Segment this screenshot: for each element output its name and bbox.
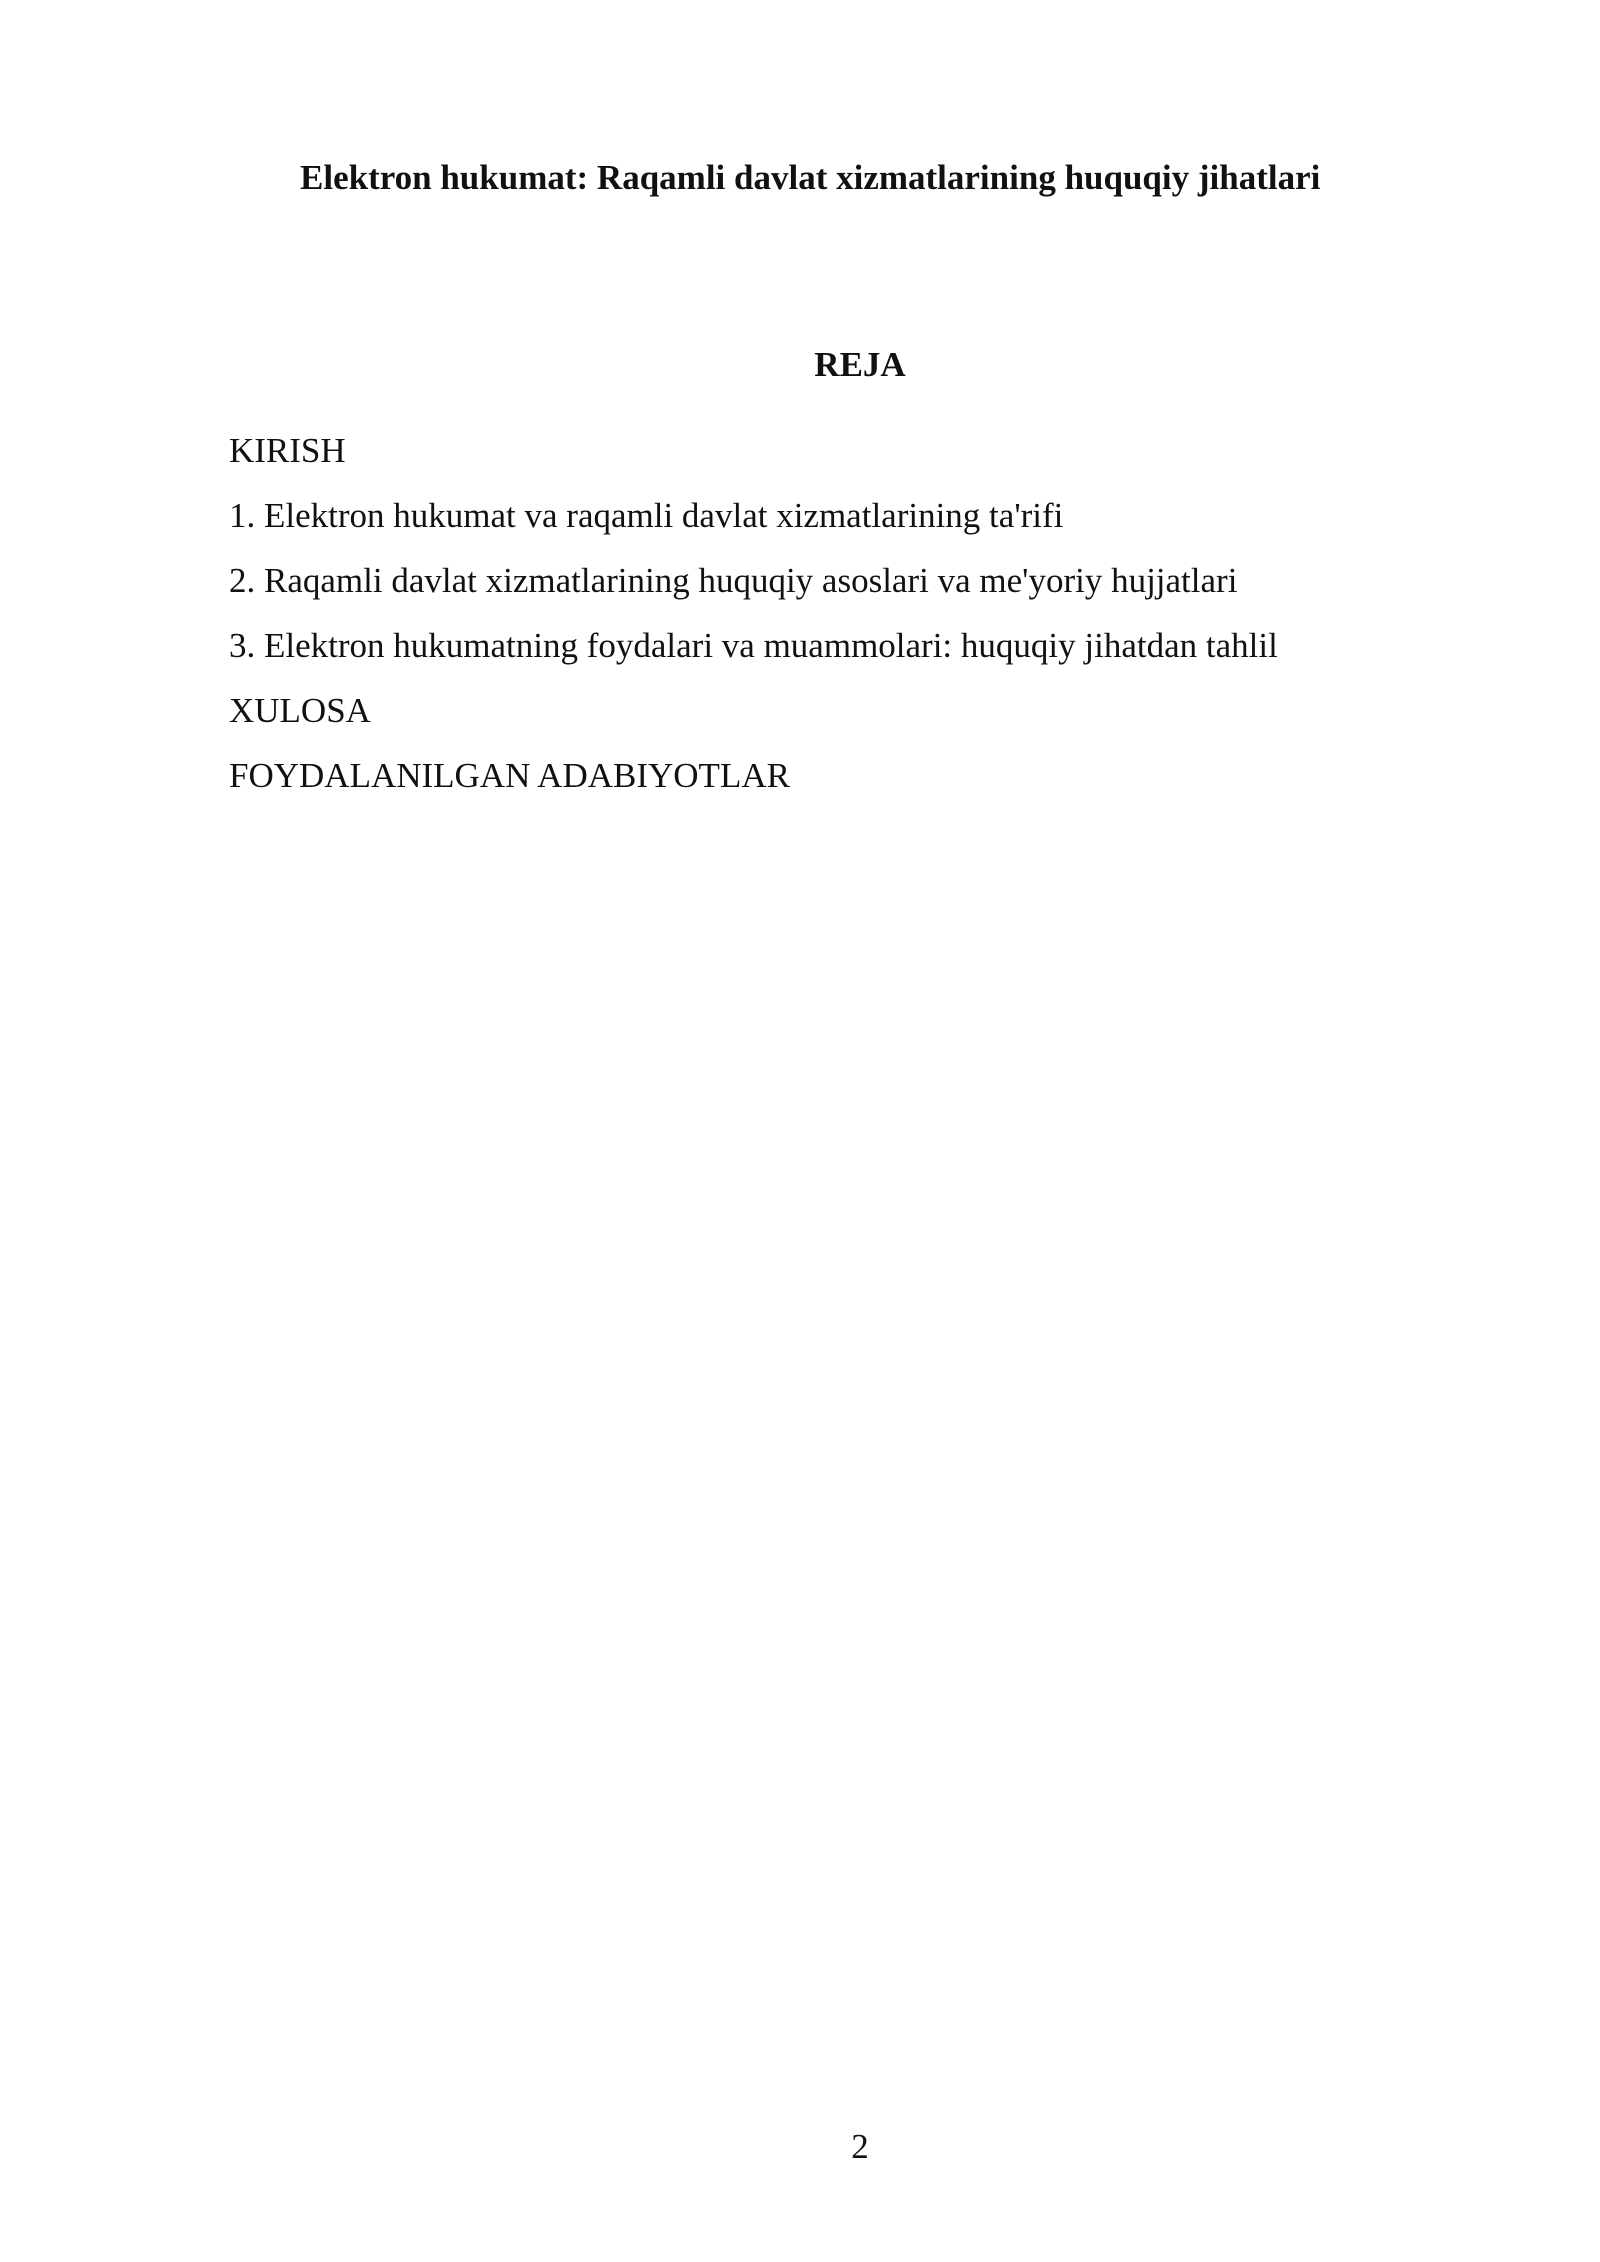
- document-title: Elektron hukumat: Raqamli davlat xizmatlarining huquqiy jihatlari: [300, 158, 1321, 197]
- plan-item-introduction: KIRISH: [229, 431, 346, 470]
- plan-item-3: 3. Elektron hukumatning foydalari va muammolari: huquqiy jihatdan tahlil: [229, 626, 1278, 665]
- plan-heading: REJA: [814, 345, 906, 384]
- page-number: 2: [851, 2127, 869, 2166]
- plan-item-conclusion: XULOSA: [229, 691, 371, 730]
- plan-item-1: 1. Elektron hukumat va raqamli davlat xizmatlarining ta'rifi: [229, 496, 1064, 535]
- plan-item-references: FOYDALANILGAN ADABIYOTLAR: [229, 756, 790, 795]
- plan-list: [229, 418, 1278, 808]
- plan-item-2: 2. Raqamli davlat xizmatlarining huquqiy asoslari va me'yoriy hujjatlari: [229, 561, 1238, 600]
